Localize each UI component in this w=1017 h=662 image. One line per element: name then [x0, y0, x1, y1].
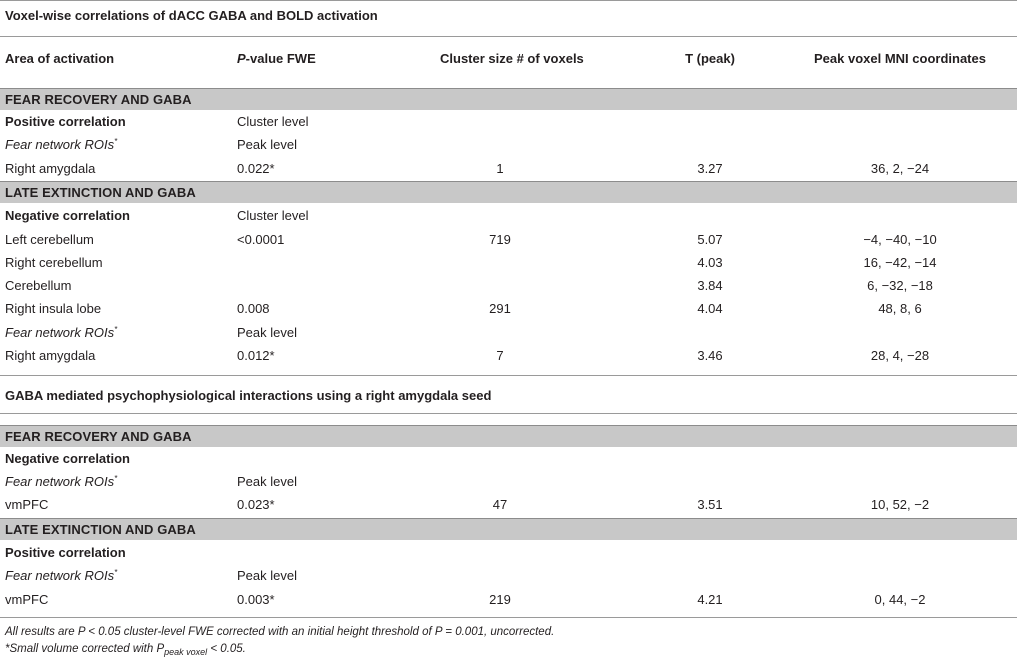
- row-p: 0.008: [237, 301, 270, 316]
- row-label: vmPFC: [5, 592, 49, 607]
- ppi-title: GABA mediated psychophysiological interactions using a right amygdala seed: [5, 388, 492, 403]
- row-p: Cluster level: [237, 208, 309, 223]
- row-label: Positive correlation: [5, 114, 126, 129]
- header-p-value: [237, 51, 316, 67]
- header-cluster: Cluster size # of voxels: [440, 51, 584, 66]
- row-cluster: 7: [496, 348, 504, 363]
- row-label: Left cerebellum: [5, 232, 94, 247]
- header-p-rest: -value FWE: [245, 51, 316, 66]
- row-t: 3.51: [697, 497, 723, 512]
- row-label: Right amygdala: [5, 161, 96, 176]
- footnote-2: *Small volume corrected with $P_{peak voxel} < 0.05$.: [5, 643, 246, 657]
- row-t: 4.04: [697, 301, 723, 316]
- header-area: Area of activation: [5, 51, 115, 66]
- section-label: FEAR RECOVERY AND GABA: [5, 92, 192, 107]
- row-mni: 0, 44, −2: [874, 592, 926, 607]
- row-p: Peak level: [237, 325, 297, 340]
- row-label: Fear network ROIs*: [5, 568, 118, 583]
- row-label: Negative correlation: [5, 208, 130, 223]
- row-label: Positive correlation: [5, 545, 126, 560]
- row-label: Fear network ROIs*: [5, 474, 118, 489]
- row-p: 0.023*: [237, 497, 275, 512]
- row-t: 3.27: [697, 161, 723, 176]
- section-band: [0, 181, 1017, 203]
- row-cluster: 291: [489, 301, 511, 316]
- row-cluster: 47: [492, 497, 508, 512]
- row-p: 0.022*: [237, 161, 275, 176]
- row-p: Peak level: [237, 568, 297, 583]
- row-p: <0.0001: [237, 232, 285, 247]
- row-label: Right insula lobe: [5, 301, 102, 316]
- row-mni: −4, −40, −10: [863, 232, 937, 247]
- table-title: Voxel-wise correlations of dACC GABA and BOLD activation: [5, 8, 378, 23]
- section-label: FEAR RECOVERY AND GABA: [5, 429, 192, 444]
- row-label: Negative correlation: [5, 451, 130, 466]
- row-p: Cluster level: [237, 114, 309, 129]
- header-mni: Peak voxel MNI coordinates: [814, 51, 986, 66]
- bottom-rule: [0, 617, 1017, 618]
- row-cluster: 1: [496, 161, 504, 176]
- title-rule: [0, 36, 1017, 37]
- row-mni: 28, 4, −28: [870, 348, 930, 363]
- row-p: 0.012*: [237, 348, 275, 363]
- section-label: LATE EXTINCTION AND GABA: [5, 185, 196, 200]
- row-label: Right amygdala: [5, 348, 96, 363]
- row-cluster: 219: [489, 592, 511, 607]
- row-p: Peak level: [237, 137, 297, 152]
- section-band: [0, 518, 1017, 540]
- footnote-1: All results are P < 0.05 cluster-level FWE corrected with an initial height threshold of P = 0.001, uncorrected.: [5, 626, 555, 638]
- row-t: 4.03: [697, 255, 723, 270]
- row-mni: 16, −42, −14: [863, 255, 937, 270]
- row-t: 5.07: [697, 232, 723, 247]
- row-p: 0.003*: [237, 592, 275, 607]
- row-mni: 48, 8, 6: [878, 301, 922, 316]
- row-mni: 10, 52, −2: [870, 497, 930, 512]
- top-rule: [0, 0, 1017, 1]
- row-t: 3.84: [697, 278, 723, 293]
- row-p: Peak level: [237, 474, 297, 489]
- row-label: Cerebellum: [5, 278, 72, 293]
- row-mni: 36, 2, −24: [870, 161, 930, 176]
- row-label: Fear network ROIs*: [5, 325, 118, 340]
- row-t: 3.46: [697, 348, 723, 363]
- section-rule: [0, 375, 1017, 376]
- header-t: T (peak): [685, 51, 735, 66]
- row-cluster: 719: [489, 232, 511, 247]
- row-t: 4.21: [697, 592, 723, 607]
- row-label: vmPFC: [5, 497, 49, 512]
- section-band: [0, 88, 1017, 110]
- header-p-italic: P: [237, 51, 246, 66]
- ppi-rule: [0, 413, 1017, 414]
- row-mni: 6, −32, −18: [867, 278, 933, 293]
- section-label: LATE EXTINCTION AND GABA: [5, 522, 196, 537]
- section-band: [0, 425, 1017, 447]
- row-label: Right cerebellum: [5, 255, 103, 270]
- row-label: Fear network ROIs*: [5, 137, 118, 152]
